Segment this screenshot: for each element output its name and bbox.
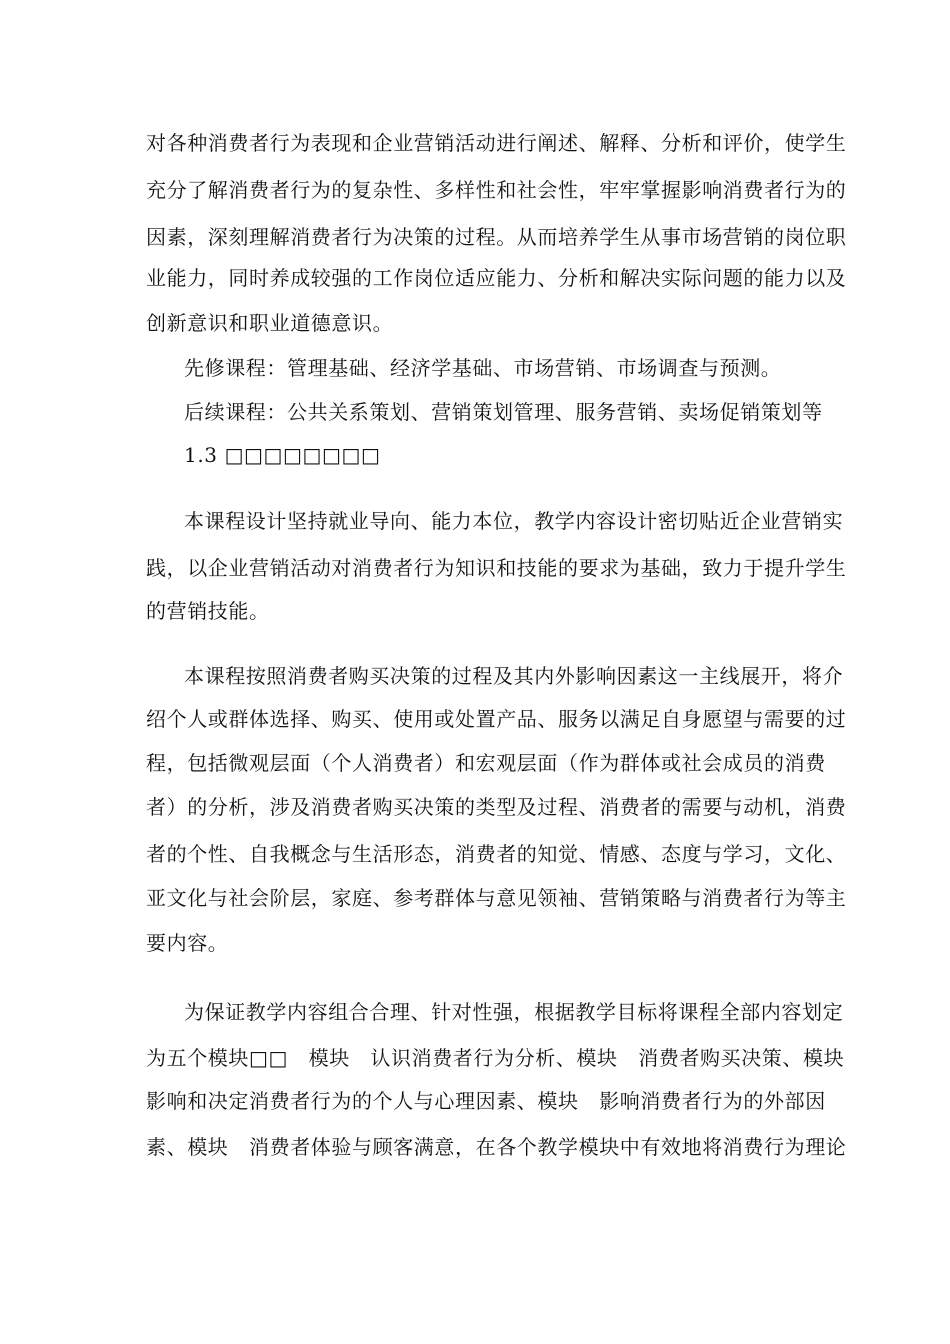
follow-up-courses: 后续课程：公共关系策划、营销策划管理、服务营销、卖场促销策划等 — [184, 400, 823, 424]
body-text-line: 本课程设计坚持就业导向、能力本位，教学内容设计密切贴近企业营销实 — [184, 509, 844, 533]
body-text-line: 影响和决定消费者行为的个人与心理因素、模块 影响消费者行为的外部因 — [146, 1089, 826, 1113]
body-text-line: 的营销技能。 — [146, 599, 270, 623]
body-text-line: 绍个人或群体选择、购买、使用或处置产品、服务以满足自身愿望与需要的过 — [146, 707, 847, 731]
body-text-line: 者的个性、自我概念与生活形态，消费者的知觉、情感、态度与学习，文化、 — [146, 842, 847, 866]
body-text-line: 对各种消费者行为表现和企业营销活动进行阐述、解释、分析和评价，使学生 — [146, 131, 847, 155]
body-text-line: 者）的分析，涉及消费者购买决策的类型及过程、消费者的需要与动机，消费 — [146, 795, 847, 819]
body-text-line: 程，包括微观层面（个人消费者）和宏观层面（作为群体或社会成员的消费 — [146, 751, 826, 775]
body-text-line: 亚文化与社会阶层，家庭、参考群体与意见领袖、营销策略与消费者行为等主 — [146, 886, 847, 910]
body-text-line: 创新意识和职业道德意识。 — [146, 311, 394, 335]
body-text-line: 践，以企业营销活动对消费者行为知识和技能的要求为基础，致力于提升学生 — [146, 556, 847, 580]
body-text-line: 要内容。 — [146, 931, 229, 955]
prerequisite-courses: 先修课程：管理基础、经济学基础、市场营销、市场调查与预测。 — [184, 356, 782, 380]
section-heading: 1.3 □□□□□□□□ — [184, 443, 381, 467]
body-text-line: 本课程按照消费者购买决策的过程及其内外影响因素这一主线展开，将介 — [184, 664, 844, 688]
body-text-line: 业能力，同时养成较强的工作岗位适应能力、分析和解决实际问题的能力以及 — [146, 266, 847, 290]
body-text-line: 为五个模块□□ 模块 认识消费者行为分析、模块 消费者购买决策、模块 — [146, 1046, 845, 1070]
body-text-line: 充分了解消费者行为的复杂性、多样性和社会性，牢牢掌握影响消费者行为的 — [146, 178, 847, 202]
body-text-line: 素、模块 消费者体验与顾客满意，在各个教学模块中有效地将消费行为理论 — [146, 1135, 847, 1159]
body-text-line: 因素，深刻理解消费者行为决策的过程。从而培养学生从事市场营销的岗位职 — [146, 225, 847, 249]
body-text-line: 为保证教学内容组合合理、针对性强，根据教学目标将课程全部内容划定 — [184, 1000, 844, 1024]
